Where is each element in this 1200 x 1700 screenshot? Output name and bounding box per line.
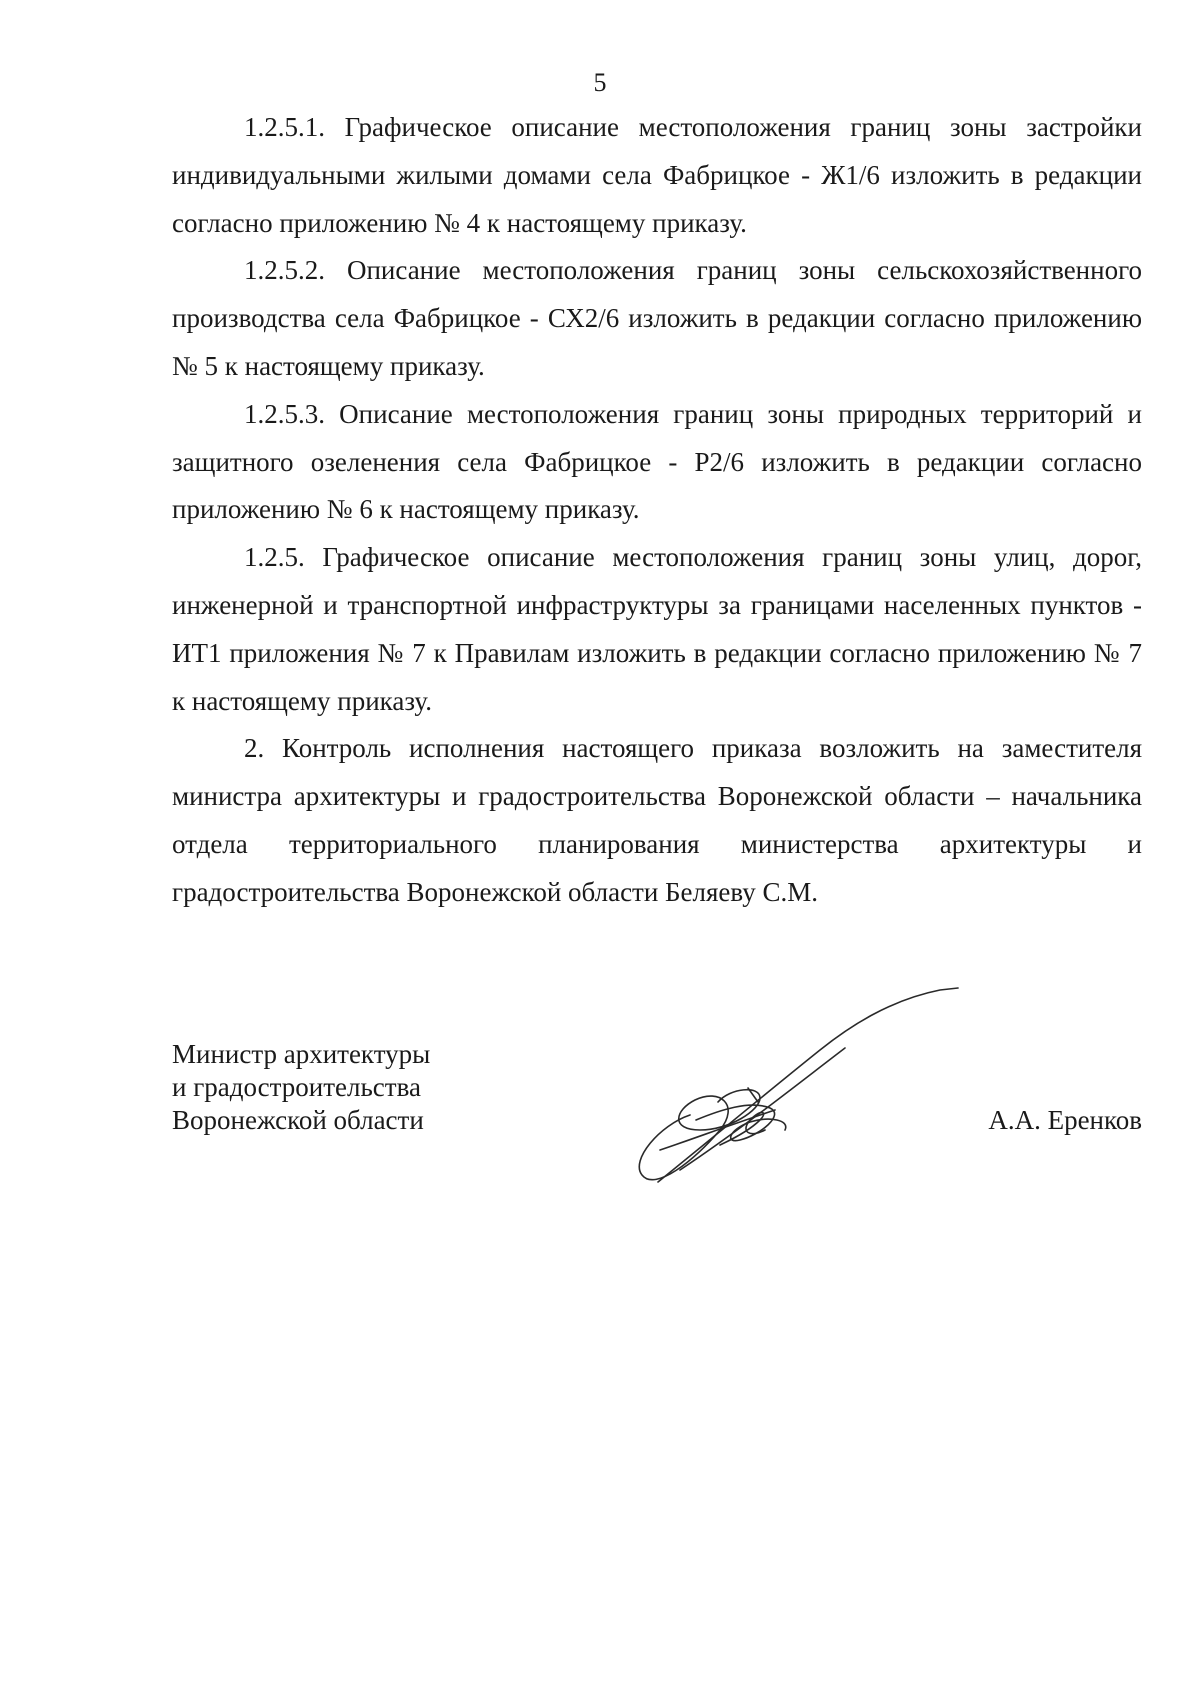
position-line-2: и градостроительства (172, 1072, 421, 1102)
page-number: 5 (593, 68, 607, 97)
paragraph-1-2-5-2: 1.2.5.2. Описание местоположения границ зоны сельскохозяйственного производства села Фабрицкое - СХ2/6 изложить в редакции согласно приложению № 5 к настоящему приказу. (172, 255, 1142, 381)
document-body (172, 104, 1142, 917)
handwritten-signature (600, 970, 980, 1230)
signatory-name: А.А. Еренков (988, 1105, 1142, 1135)
paragraph-2: 2. Контроль исполнения настоящего приказа возложить на заместителя министра архитектуры и градостроительства Воронежской области – начальника отдела территориального планирования министерства архитектуры и градостроительства Воронежской области Беляеву С.М. (172, 733, 1142, 907)
signatory-position (172, 1038, 430, 1137)
paragraph-1-2-5-3: 1.2.5.3. Описание местоположения границ зоны природных территорий и защитного озеленения села Фабрицкое - Р2/6 изложить в редакции согласно приложению № 6 к настоящему приказу. (172, 398, 1142, 525)
paragraph-1-2-5: 1.2.5. Графическое описание местоположения границ зоны улиц, дорог, инженерной и транспортной инфраструктуры за границами населенных пунктов - ИТ1 приложения № 7 к Правилам изложить в редакции согласно приложению № 7 к настоящему приказу. (172, 542, 1142, 716)
position-line-1: Министр архитектуры (172, 1039, 431, 1069)
paragraph-1-2-5-1: 1.2.5.1. Графическое описание местоположения границ зоны застройки индивидуальными жилыми домами села Фабрицкое - Ж1/6 изложить в редакции согласно приложению № 4 к настоящему приказу. (172, 112, 1142, 238)
position-line-3: Воронежской области (172, 1105, 424, 1135)
